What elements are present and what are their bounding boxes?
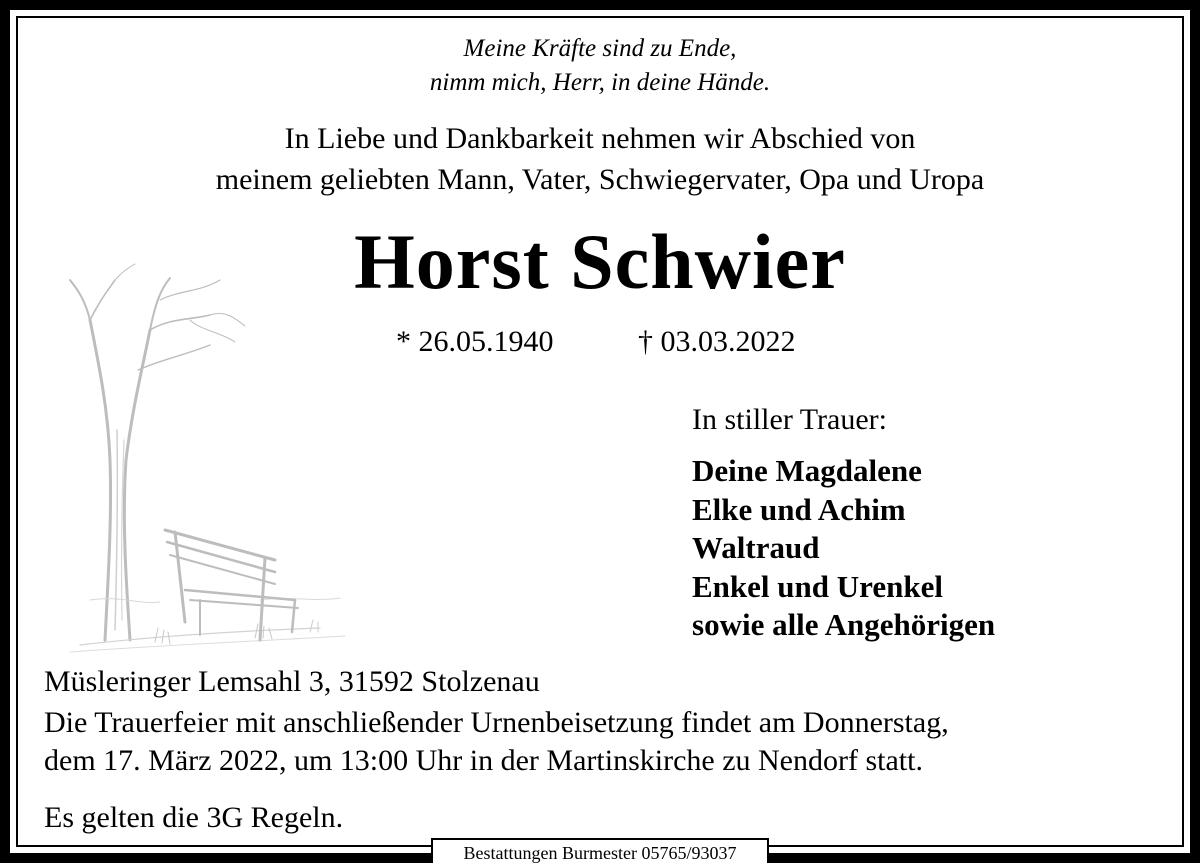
rules-note: Es gelten die 3G Regeln. [44, 801, 344, 834]
funeral-home-footer: Bestattungen Burmester 05765/93037 [431, 838, 769, 863]
verse-line-1: Meine Kräfte sind zu Ende, [463, 35, 737, 62]
mourning-label: In stiller Trauer: [692, 403, 887, 436]
address: Müsleringer Lemsahl 3, 31592 Stolzenau [44, 665, 540, 698]
mourner-name: Elke und Achim [692, 491, 906, 527]
verse [0, 32, 1200, 100]
tree-bench-illustration [60, 260, 360, 660]
mourner-name: Waltraud [692, 530, 820, 565]
service-line-1: Die Trauerfeier mit anschließender Urnenbeisetzung findet am Donnerstag, [44, 706, 949, 739]
service-line-2: dem 17. März 2022, um 13:00 Uhr in der Martinskirche zu Nendorf statt. [44, 744, 923, 777]
deceased-name: Horst Schwier [354, 218, 846, 305]
mourner-name: sowie alle Angehörigen [692, 607, 996, 642]
intro-line-2: meinem geliebten Mann, Vater, Schwiegervater, Opa und Uropa [215, 163, 985, 196]
mourner-name: Enkel und Urenkel [692, 568, 943, 604]
verse-line-2: nimm mich, Herr, in deine Hände. [429, 69, 771, 96]
mourner-name: Deine Magdalene [692, 453, 922, 488]
death-date: † 03.03.2022 [638, 325, 796, 358]
birth-date: * 26.05.1940 [396, 325, 554, 358]
mourners-list [692, 452, 995, 645]
intro-text [0, 118, 1200, 200]
intro-line-1: In Liebe und Dankbarkeit nehmen wir Abschied von [284, 122, 916, 155]
service-info [44, 704, 949, 780]
